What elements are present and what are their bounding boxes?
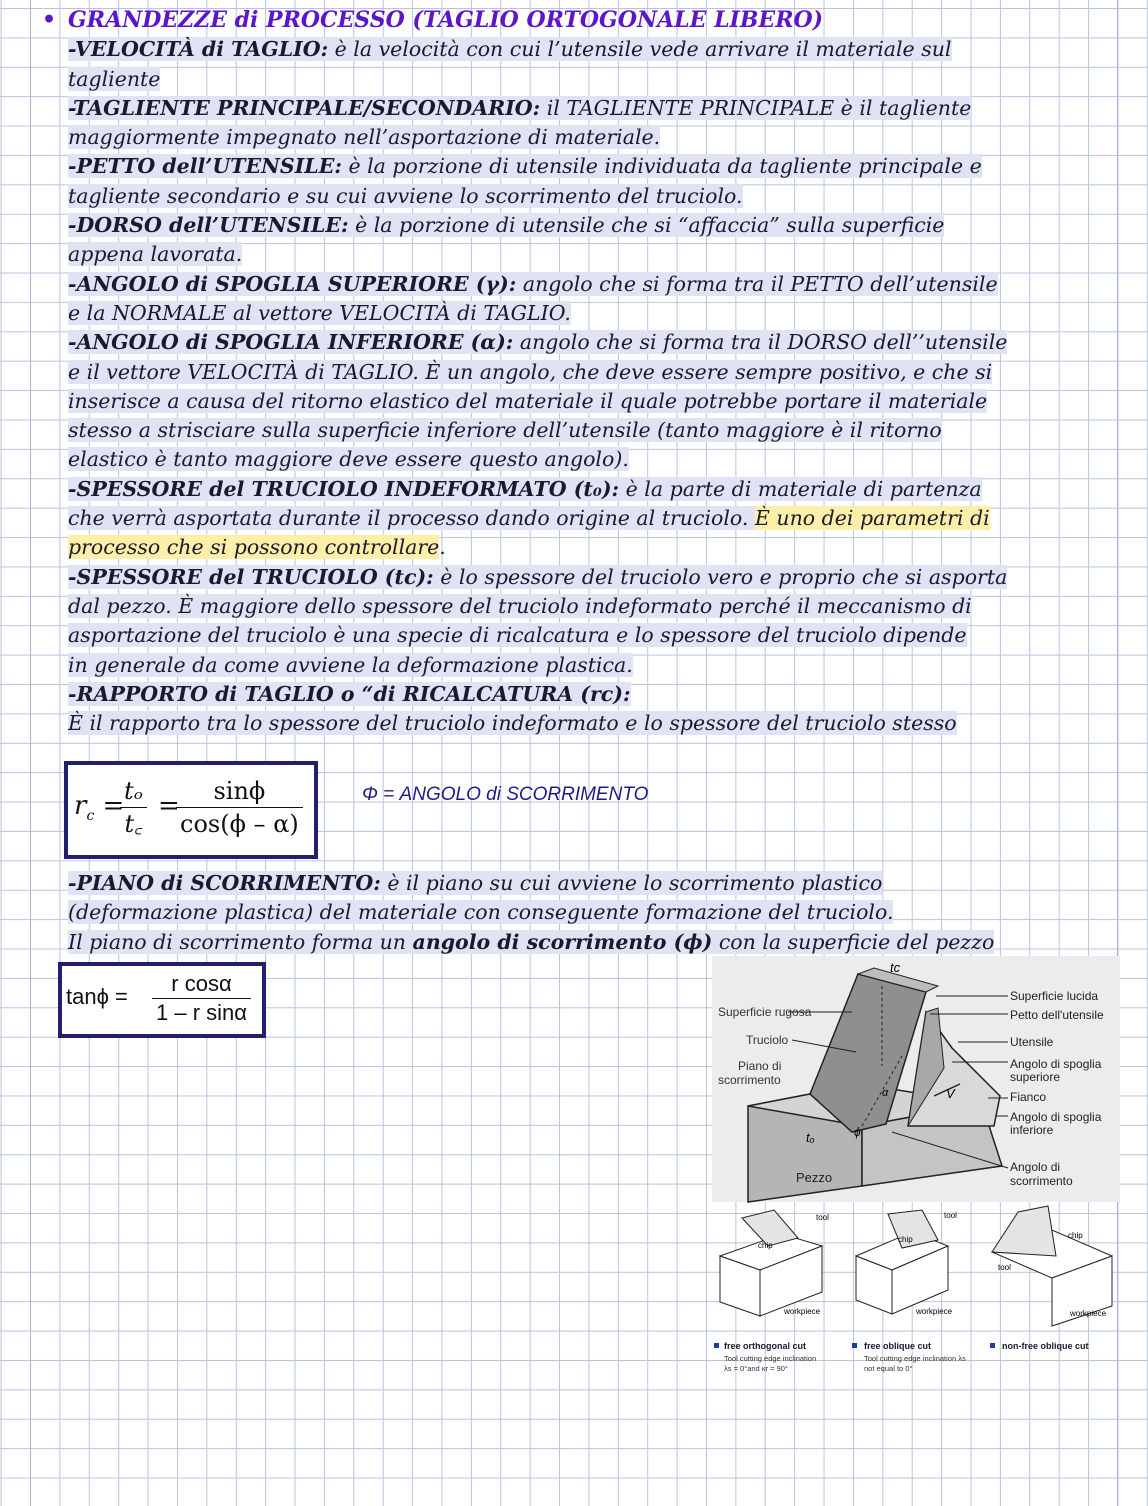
term-spoglia-inferiore: -ANGOLO di SPOGLIA INFERIORE (α): <box>68 330 514 355</box>
text-line: asportazione del truciolo è una specie di ricalcatura e lo spessore del truciolo dipende <box>68 623 967 648</box>
label-spoglia-inferiore-2: inferiore <box>1010 1123 1054 1137</box>
small-workpiece-3: workpiece <box>1070 1309 1107 1318</box>
fraction-tan <box>152 970 251 1027</box>
label-spoglia-superiore-1: Angolo di spoglia <box>1010 1057 1102 1071</box>
text-line: tagliente secondario e su cui avviene lo scorrimento del truciolo. <box>68 183 743 208</box>
term-piano-scorrimento: -PIANO di SCORRIMENTO: <box>68 871 381 895</box>
text-line: con la superficie del pezzo <box>712 929 995 954</box>
term-angolo-scorrimento: angolo di scorrimento (ϕ) <box>412 929 713 954</box>
denominator: t꜀ <box>124 810 143 838</box>
small-diagram-nonfree <box>992 1206 1112 1326</box>
text-line: . <box>439 535 446 560</box>
caption-1c: λs = 0°and κr = 90° <box>724 1364 788 1373</box>
denominator: 1 – r sinα <box>156 1000 247 1025</box>
text-line: dal pezzo. È maggiore dello spessore del truciolo indeformato perché il meccanismo di <box>68 593 972 618</box>
small-tool-1: tool <box>816 1213 829 1222</box>
text-line: angolo che si forma tra il DORSO dell’’utensile <box>513 330 1008 355</box>
fraction-sin <box>176 775 303 840</box>
text-line: e il vettore VELOCITÀ di TAGLIO. È un angolo, che deve essere sempre positivo, e che si <box>68 359 993 384</box>
small-diagram-oblique <box>856 1210 957 1316</box>
caption-1: free orthogonal cut <box>724 1341 807 1351</box>
alpha-label: α <box>882 1087 889 1099</box>
highlighted-text: processo che si possono controllare <box>68 535 440 560</box>
formula-tan-phi <box>58 962 266 1038</box>
text-line: maggiormente impegnato nell’asportazione di materiale. <box>68 125 661 150</box>
term-dorso: -DORSO dell’UTENSILE: <box>68 213 349 238</box>
label-piano-di: Piano di <box>738 1059 782 1073</box>
small-chip-2: chip <box>898 1235 913 1244</box>
label-pezzo: Pezzo <box>796 1170 833 1185</box>
text-line: è la parte di materiale di partenza <box>619 476 982 501</box>
term-petto: -PETTO dell’UTENSILE: <box>68 154 342 179</box>
numerator: sinϕ <box>176 775 303 808</box>
phi-label: ϕ <box>854 1125 861 1139</box>
caption-2b: Tool cutting edge inclination λs <box>864 1354 966 1363</box>
text-line: inserisce a causa del ritorno elastico del materiale il quale potrebbe portare il materiale <box>68 388 988 413</box>
text-line: stesso a strisciare sulla superficie inferiore dell’utensile (tanto maggiore è il ritorno <box>68 418 942 443</box>
to-label: tₒ <box>806 1130 815 1145</box>
section-title <box>42 6 1118 35</box>
v-label: V <box>946 1086 955 1101</box>
small-chip-3: chip <box>1068 1231 1083 1240</box>
text-line: è la velocità con cui l’utensile vede arrivare il materiale sul <box>328 37 952 62</box>
label-scorrimento: scorrimento <box>718 1073 781 1087</box>
text-line: appena lavorata. <box>68 242 243 267</box>
label-spoglia-superiore-2: superiore <box>1010 1070 1061 1084</box>
caption-bullet-1 <box>714 1343 719 1348</box>
term-rapporto-taglio: -RAPPORTO di TAGLIO o “di RICALCATURA (rc): <box>68 681 631 706</box>
text-line: Il piano di scorrimento forma un <box>68 929 413 954</box>
small-workpiece-1: workpiece <box>784 1307 821 1316</box>
formula-rapporto-taglio <box>64 761 318 859</box>
caption-bullet-2 <box>852 1343 857 1348</box>
formula-lhs-sub: c <box>86 808 95 825</box>
text-line: (deformazione plastica) del materiale con conseguente formazione del truciolo. <box>68 900 894 925</box>
text-line: è lo spessore del truciolo vero e proprio che si asporta <box>433 564 1008 589</box>
term-spoglia-superiore: -ANGOLO di SPOGLIA SUPERIORE (γ): <box>68 271 517 296</box>
denominator: cos(ϕ – α) <box>180 810 299 838</box>
text-line: il TAGLIENTE PRINCIPALE è il tagliente <box>540 95 972 120</box>
document-body <box>42 6 1118 738</box>
phi-note: Φ = ANGOLO di SCORRIMENTO <box>362 784 649 805</box>
text-line: è la porzione di utensile che si “affaccia” sulla superficie <box>348 213 945 238</box>
caption-bullet-3 <box>990 1343 995 1348</box>
small-tool-2: tool <box>944 1211 957 1220</box>
label-truciolo: Truciolo <box>746 1033 789 1047</box>
formula-lhs: tanϕ = <box>66 984 128 1009</box>
formula-eq: = <box>102 791 125 821</box>
text-line: angolo che si forma tra il PETTO dell’utensile <box>516 271 998 296</box>
formula-lhs: r <box>74 791 87 821</box>
term-tagliente: -TAGLIENTE PRINCIPALE/SECONDARIO: <box>68 95 541 120</box>
section-title-text: GRANDEZZE di PROCESSO (TAGLIO ORTOGONALE LIBERO) <box>68 7 824 33</box>
label-angolo-scorrimento: scorrimento <box>1010 1174 1073 1188</box>
text-line: è il piano su cui avviene lo scorrimento plastico <box>380 871 883 895</box>
numerator: r cosα <box>152 970 251 999</box>
text-line: è la porzione di utensile individuata da tagliente principale e <box>341 154 982 179</box>
tc-label: tc <box>890 960 901 975</box>
caption-1b: Tool cutting edge inclination <box>724 1354 817 1363</box>
highlighted-text: È uno dei parametri di <box>754 506 990 531</box>
label-angolo-di: Angolo di <box>1010 1160 1061 1174</box>
text-line: tagliente <box>68 66 161 91</box>
small-chip-1: chip <box>758 1241 773 1250</box>
fraction-t <box>120 775 147 840</box>
cutting-diagram <box>712 956 1120 1386</box>
label-fianco: Fianco <box>1010 1090 1047 1104</box>
bullet: • <box>42 7 57 33</box>
caption-2: free oblique cut <box>864 1341 932 1351</box>
text-line: e la NORMALE al vettore VELOCITÀ di TAGLIO. <box>68 300 571 325</box>
text-line: elastico è tanto maggiore deve essere questo angolo). <box>68 447 629 472</box>
label-spoglia-inferiore-1: Angolo di spoglia <box>1010 1110 1102 1124</box>
text-line: in generale da come avviene la deformazione plastica. <box>68 652 633 677</box>
caption-2c: not equal to 0° <box>864 1364 913 1373</box>
formula-eq-2: = <box>158 791 180 821</box>
term-velocita-taglio: -VELOCITÀ di TAGLIO: <box>68 37 329 62</box>
numerator: tₒ <box>120 775 147 808</box>
small-workpiece-2: workpiece <box>916 1307 953 1316</box>
label-utensile: Utensile <box>1010 1035 1054 1049</box>
caption-3: non-free oblique cut <box>1002 1341 1089 1351</box>
label-petto-utensile: Petto dell'utensile <box>1010 1008 1104 1022</box>
term-spessore-truciolo: -SPESSORE del TRUCIOLO (tc): <box>68 564 434 589</box>
label-superficie-lucida: Superficie lucida <box>1010 989 1099 1003</box>
text-line: È il rapporto tra lo spessore del truciolo indeformato e lo spessore del truciolo stesso <box>68 711 957 736</box>
small-diagram-orthogonal <box>720 1210 829 1316</box>
document-body-2 <box>68 869 1118 957</box>
small-tool-3: tool <box>998 1263 1011 1272</box>
text-line: che verrà asportata durante il processo dando origine al truciolo. <box>68 506 755 531</box>
term-spessore-indeformato: -SPESSORE del TRUCIOLO INDEFORMATO (t₀): <box>68 476 620 501</box>
label-superficie-rugosa: Superficie rugosa <box>718 1005 812 1019</box>
